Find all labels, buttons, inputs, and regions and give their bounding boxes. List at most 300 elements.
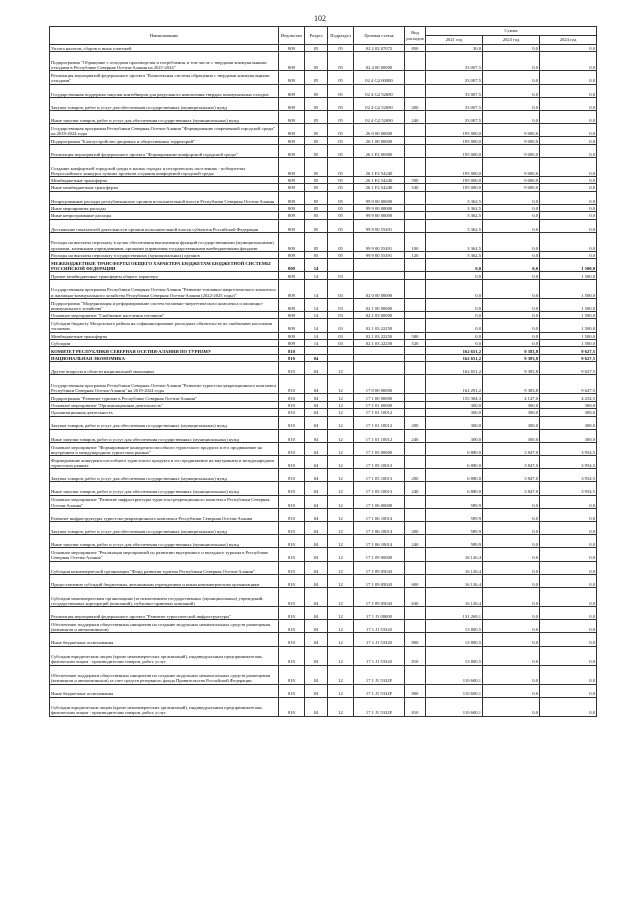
cell-ved: 810 xyxy=(279,401,305,408)
cell-razd: 05 xyxy=(305,232,328,251)
cell-sum-2023: 3 847,0 xyxy=(483,469,540,482)
cell-sum-2024: 3 954,5 xyxy=(540,442,597,455)
cell-ved: 810 xyxy=(279,620,305,633)
cell-sum-2023: 0,0 xyxy=(483,251,540,258)
cell-sum-2023: 0,0 xyxy=(483,232,540,251)
cell-podr: 12 xyxy=(328,587,354,606)
page-number: 102 xyxy=(314,14,326,23)
cell-name: Межбюджетные трансферты xyxy=(50,332,279,339)
cell-name: Субсидия некоммерческой организации "Фонд развития туризма Республики Северная Осетия-Алания" xyxy=(50,561,279,574)
cell-podr: 12 xyxy=(328,469,354,482)
cell-expense-type: 200 xyxy=(405,522,426,535)
cell-expense-type: 100 xyxy=(405,232,426,251)
cell-sum-2021: 0,0 xyxy=(426,312,483,319)
cell-expense-type xyxy=(405,144,426,157)
cell-name: Субсидии некоммерческим организациям (за исключением государственных (муниципальных) учреждений, государственных корпораций (компаний), публично-правовых компаний) xyxy=(50,587,279,606)
cell-razd: 05 xyxy=(305,137,328,144)
cell-expense-type xyxy=(405,561,426,574)
cell-target-article: 17 1 J1 00000 xyxy=(354,606,405,619)
cell-sum-2021: 3 362,5 xyxy=(426,232,483,251)
cell-expense-type xyxy=(405,354,426,361)
cell-ved: 810 xyxy=(279,574,305,587)
cell-sum-2023: 0,0 xyxy=(483,71,540,84)
table-row xyxy=(50,144,597,157)
cell-podr: 12 xyxy=(328,375,354,394)
cell-podr: 05 xyxy=(328,124,354,137)
cell-sum-2023: 0,0 xyxy=(483,52,540,71)
cell-sum-2023: 0,0 xyxy=(483,697,540,716)
cell-podr: 12 xyxy=(328,535,354,548)
cell-name: Формирование конкурентоспособного туристского продукта и его продвижение на внутреннем и международном туристских рынках xyxy=(50,456,279,469)
table-row xyxy=(50,298,597,311)
cell-razd: 05 xyxy=(305,157,328,176)
cell-sum-2021: 300,0 xyxy=(426,416,483,429)
cell-sum-2024: 0,0 xyxy=(540,508,597,521)
cell-sum-2021: 300,0 xyxy=(426,409,483,416)
cell-podr: 05 xyxy=(328,71,354,84)
cell-sum-2024: 1 500,0 xyxy=(540,312,597,319)
cell-razd: 05 xyxy=(305,176,328,183)
cell-razd: 04 xyxy=(305,394,328,401)
cell-target-article: 17 1 01 00000 xyxy=(354,401,405,408)
cell-sum-2024: 300,0 xyxy=(540,401,597,408)
cell-razd: 04 xyxy=(305,665,328,684)
cell-sum-2023: 300,0 xyxy=(483,416,540,429)
cell-sum-2021: 13 800,5 xyxy=(426,620,483,633)
cell-name: Основное мероприятие "Формирование конкурентоспособного туристского продукта и его продвижение на внутреннем и международном туристских рынках" xyxy=(50,442,279,455)
cell-razd: 04 xyxy=(305,375,328,394)
cell-name: Иные межбюджетные трансферты xyxy=(50,184,279,191)
cell-podr: 12 xyxy=(328,401,354,408)
table-row xyxy=(50,339,597,346)
cell-sum-2023: 0,0 xyxy=(483,204,540,211)
cell-expense-type xyxy=(405,456,426,469)
cell-sum-2021: 30,0 xyxy=(426,45,483,52)
cell-expense-type xyxy=(405,362,426,375)
cell-expense-type xyxy=(405,219,426,232)
cell-sum-2024: 0,0 xyxy=(540,157,597,176)
cell-podr: 12 xyxy=(328,646,354,665)
cell-razd: 04 xyxy=(305,495,328,508)
cell-target-article: 17 1 06 10014 xyxy=(354,522,405,535)
cell-target-article: 17 1 09 05043 xyxy=(354,561,405,574)
cell-name: Основное мероприятие "Развитие инфраструктуры туристско-рекреационного комплекса Республики Северная Осетия-Алания" xyxy=(50,495,279,508)
cell-podr: 05 xyxy=(328,212,354,219)
cell-razd: 05 xyxy=(305,191,328,204)
cell-sum-2023: 0,0 xyxy=(483,191,540,204)
cell-sum-2021: 195 000,0 xyxy=(426,124,483,137)
cell-expense-type xyxy=(405,347,426,354)
table-row xyxy=(50,272,597,279)
cell-name: Иные закупки товаров, работ и услуг для обеспечения государственных (муниципальных) нужд xyxy=(50,110,279,123)
cell-ved: 810 xyxy=(279,548,305,561)
cell-name: Реализация мероприятий федерального проекта "Развитие туристической инфраструктуры" xyxy=(50,606,279,619)
cell-sum-2024: 0,0 xyxy=(540,84,597,97)
cell-name: Закупка товаров, работ и услуг для обеспечения государственных (муниципальных) нужд xyxy=(50,469,279,482)
cell-target-article: 02 2 02 07072 xyxy=(354,45,405,52)
cell-ved: 810 xyxy=(279,362,305,375)
cell-podr: 12 xyxy=(328,697,354,716)
cell-razd: 05 xyxy=(305,45,328,52)
cell-sum-2023: 0,0 xyxy=(483,219,540,232)
table-row xyxy=(50,508,597,521)
cell-expense-type xyxy=(405,137,426,144)
cell-sum-2024: 0,0 xyxy=(540,251,597,258)
cell-razd: 04 xyxy=(305,697,328,716)
cell-expense-type xyxy=(405,409,426,416)
cell-sum-2021: 6 880,0 xyxy=(426,469,483,482)
cell-razd: 14 xyxy=(305,298,328,311)
cell-expense-type: 200 xyxy=(405,416,426,429)
cell-podr: 03 xyxy=(328,319,354,332)
header-name: Наименование xyxy=(50,27,279,45)
cell-target-article: 17 1 J1 5332F xyxy=(354,697,405,716)
cell-ved: 809 xyxy=(279,298,305,311)
cell-sum-2024: 300,0 xyxy=(540,429,597,442)
cell-target-article: 26 1 F2 54240 xyxy=(354,157,405,176)
cell-target-article xyxy=(354,272,405,279)
cell-sum-2021: 33 007,5 xyxy=(426,84,483,97)
cell-ved: 809 xyxy=(279,176,305,183)
cell-podr: 03 xyxy=(328,272,354,279)
cell-sum-2021: 3 362,5 xyxy=(426,219,483,232)
cell-target-article: 17 1 01 10012 xyxy=(354,409,405,416)
cell-target-article: 02 1 03 00000 xyxy=(354,312,405,319)
cell-expense-type xyxy=(405,124,426,137)
cell-sum-2024: 0,0 xyxy=(540,665,597,684)
cell-podr: 05 xyxy=(328,84,354,97)
cell-sum-2021: 589,9 xyxy=(426,535,483,548)
table-row xyxy=(50,401,597,408)
cell-name: Закупка товаров, работ и услуг для обеспечения государственных (муниципальных) нужд xyxy=(50,522,279,535)
cell-ved: 810 xyxy=(279,561,305,574)
cell-podr: 12 xyxy=(328,620,354,633)
cell-sum-2021: 16 126,4 xyxy=(426,587,483,606)
cell-sum-2023: 0,0 xyxy=(483,665,540,684)
cell-target-article: 99 9 00 00000 xyxy=(354,212,405,219)
cell-ved: 809 xyxy=(279,84,305,97)
cell-target-article: 17 1 J1 5332F xyxy=(354,665,405,684)
cell-sum-2023: 3 847,0 xyxy=(483,442,540,455)
cell-ved: 810 xyxy=(279,665,305,684)
cell-sum-2023: 0,0 xyxy=(483,574,540,587)
cell-target-article: 26 1 F2 54240 xyxy=(354,184,405,191)
cell-name: Основное мероприятие "Снабжение населения топливом" xyxy=(50,312,279,319)
cell-podr: 05 xyxy=(328,110,354,123)
cell-sum-2021: 33 007,5 xyxy=(426,110,483,123)
cell-sum-2021: 33 007,5 xyxy=(426,52,483,71)
cell-podr: 12 xyxy=(328,522,354,535)
cell-expense-type: 240 xyxy=(405,110,426,123)
cell-sum-2024: 0,0 xyxy=(540,144,597,157)
cell-razd: 04 xyxy=(305,442,328,455)
cell-target-article: 17 1 J1 53320 xyxy=(354,620,405,633)
cell-name: Субсидии xyxy=(50,339,279,346)
cell-sum-2021: 0,0 xyxy=(426,259,483,272)
header-sum: Сумма xyxy=(426,27,597,36)
cell-sum-2024: 0,0 xyxy=(540,633,597,646)
header-year-2023: 2023 год xyxy=(483,36,540,45)
cell-expense-type xyxy=(405,157,426,176)
cell-podr: 12 xyxy=(328,409,354,416)
cell-name: Иные закупки товаров, работ и услуг для обеспечения государственных (муниципальных) нужд xyxy=(50,429,279,442)
table-row xyxy=(50,279,597,298)
table-row xyxy=(50,535,597,548)
cell-target-article: 17 1 01 10012 xyxy=(354,429,405,442)
cell-expense-type xyxy=(405,495,426,508)
cell-podr: 05 xyxy=(328,137,354,144)
cell-sum-2023: 0,0 xyxy=(483,522,540,535)
cell-podr: 05 xyxy=(328,45,354,52)
cell-razd: 04 xyxy=(305,401,328,408)
cell-podr: 12 xyxy=(328,606,354,619)
cell-sum-2024: 0,0 xyxy=(540,697,597,716)
cell-razd: 04 xyxy=(305,416,328,429)
cell-sum-2024: 4 254,5 xyxy=(540,394,597,401)
cell-ved: 810 xyxy=(279,429,305,442)
cell-podr: 05 xyxy=(328,191,354,204)
cell-expense-type xyxy=(405,442,426,455)
cell-target-article: 17 1 06 10014 xyxy=(354,508,405,521)
cell-ved: 809 xyxy=(279,339,305,346)
cell-expense-type xyxy=(405,71,426,84)
cell-razd: 04 xyxy=(305,620,328,633)
cell-expense-type: 810 xyxy=(405,646,426,665)
cell-ved: 810 xyxy=(279,394,305,401)
table-row xyxy=(50,319,597,332)
table-row xyxy=(50,52,597,71)
cell-target-article: 17 1 01 10012 xyxy=(354,416,405,429)
cell-target-article: 17 1 09 05043 xyxy=(354,574,405,587)
cell-target-article: 02 1 03 22250 xyxy=(354,339,405,346)
cell-sum-2023: 9 000,0 xyxy=(483,184,540,191)
cell-expense-type: 800 xyxy=(405,633,426,646)
cell-sum-2021: 6 880,0 xyxy=(426,482,483,495)
cell-expense-type xyxy=(405,84,426,97)
cell-sum-2021: 6 880,0 xyxy=(426,442,483,455)
cell-ved: 809 xyxy=(279,157,305,176)
cell-podr: 12 xyxy=(328,665,354,684)
cell-expense-type xyxy=(405,52,426,71)
cell-ved: 809 xyxy=(279,259,305,272)
table-row xyxy=(50,375,597,394)
cell-sum-2023: 0,0 xyxy=(483,97,540,110)
cell-expense-type xyxy=(405,394,426,401)
table-row xyxy=(50,84,597,97)
cell-podr: 05 xyxy=(328,144,354,157)
cell-sum-2021: 3 362,5 xyxy=(426,251,483,258)
cell-sum-2023: 0,0 xyxy=(483,332,540,339)
cell-expense-type xyxy=(405,620,426,633)
cell-sum-2021: 110 600,1 xyxy=(426,697,483,716)
cell-podr: 12 xyxy=(328,495,354,508)
cell-sum-2024: 1 500,0 xyxy=(540,298,597,311)
cell-sum-2021: 16 126,4 xyxy=(426,574,483,587)
cell-razd: 05 xyxy=(305,52,328,71)
cell-podr: 05 xyxy=(328,176,354,183)
cell-target-article: 02 4 G2 52690 xyxy=(354,84,405,97)
cell-name: Закупка товаров, работ и услуг для обеспечения государственных (муниципальных) нужд xyxy=(50,97,279,110)
cell-sum-2021: 3 362,5 xyxy=(426,191,483,204)
cell-target-article xyxy=(354,259,405,272)
cell-razd: 05 xyxy=(305,71,328,84)
cell-ved: 809 xyxy=(279,319,305,332)
cell-target-article: 99 9 00 55491 xyxy=(354,219,405,232)
cell-ved: 809 xyxy=(279,124,305,137)
cell-razd: 04 xyxy=(305,354,328,361)
cell-sum-2024: 0,0 xyxy=(540,191,597,204)
cell-sum-2023: 300,0 xyxy=(483,401,540,408)
cell-podr: 05 xyxy=(328,232,354,251)
table-row xyxy=(50,347,597,354)
table-row xyxy=(50,429,597,442)
cell-name: Расходы на выплаты персоналу в целях обеспечения выполнения функций государственными (муниципальными) органами, казенными учреждениями, органами управления государственными внебюджетными фондами xyxy=(50,232,279,251)
table-row xyxy=(50,332,597,339)
cell-sum-2024: 0,0 xyxy=(540,204,597,211)
cell-sum-2024: 0,0 xyxy=(540,684,597,697)
cell-razd: 04 xyxy=(305,482,328,495)
cell-razd: 04 xyxy=(305,646,328,665)
cell-ved: 810 xyxy=(279,456,305,469)
cell-expense-type xyxy=(405,548,426,561)
cell-ved: 809 xyxy=(279,184,305,191)
cell-target-article: 99 9 00 55491 xyxy=(354,251,405,258)
cell-razd: 05 xyxy=(305,251,328,258)
cell-sum-2024: 1 500,0 xyxy=(540,279,597,298)
cell-name: НАЦИОНАЛЬНАЯ ЭКОНОМИКА xyxy=(50,354,279,361)
cell-sum-2023: 3 847,0 xyxy=(483,482,540,495)
cell-podr: 12 xyxy=(328,561,354,574)
table-row xyxy=(50,110,597,123)
cell-razd: 05 xyxy=(305,124,328,137)
cell-podr xyxy=(328,347,354,354)
cell-podr: 12 xyxy=(328,429,354,442)
cell-target-article xyxy=(354,354,405,361)
cell-podr: 03 xyxy=(328,332,354,339)
table-row xyxy=(50,587,597,606)
cell-expense-type: 630 xyxy=(405,587,426,606)
table-row xyxy=(50,191,597,204)
cell-sum-2024: 9 627,5 xyxy=(540,375,597,394)
cell-target-article: 17 1 05 10013 xyxy=(354,456,405,469)
cell-target-article: 99 9 00 55491 xyxy=(354,232,405,251)
cell-sum-2023: 0,0 xyxy=(483,587,540,606)
cell-razd: 14 xyxy=(305,319,328,332)
cell-expense-type: 520 xyxy=(405,339,426,346)
cell-razd: 04 xyxy=(305,508,328,521)
cell-expense-type xyxy=(405,508,426,521)
cell-podr: 12 xyxy=(328,394,354,401)
cell-podr: 12 xyxy=(328,456,354,469)
cell-expense-type xyxy=(405,191,426,204)
cell-target-article: 02 1 03 22250 xyxy=(354,319,405,332)
cell-podr: 03 xyxy=(328,298,354,311)
cell-expense-type xyxy=(405,272,426,279)
cell-name: Основное мероприятие "Реализация мероприятий по развитию внутреннего и въездного туризма в Республике Северная Осетия-Алания" xyxy=(50,548,279,561)
cell-razd xyxy=(305,347,328,354)
cell-name: Иные мероприятия расходы xyxy=(50,204,279,211)
cell-podr: 12 xyxy=(328,482,354,495)
cell-sum-2024: 0,0 xyxy=(540,620,597,633)
cell-sum-2024: 0,0 xyxy=(540,219,597,232)
cell-target-article: 17 1 05 10013 xyxy=(354,482,405,495)
cell-expense-type: 810 xyxy=(405,697,426,716)
cell-name: Подпрограмма "Развитие туризма в Республике Северная Осетия-Алания" xyxy=(50,394,279,401)
cell-target-article: 02 4 G2 00000 xyxy=(354,71,405,84)
cell-sum-2021: 300,0 xyxy=(426,429,483,442)
cell-podr: 12 xyxy=(328,508,354,521)
cell-name: Государственная программа Республики Северная Осетия-Алания "Развитие туристско-рекреационного комплекса Республики Северная Осетия-Алания" на 2019-2024 годы xyxy=(50,375,279,394)
cell-sum-2024: 0,0 xyxy=(540,495,597,508)
table-row xyxy=(50,456,597,469)
cell-name: Иные бюджетные ассигнования xyxy=(50,633,279,646)
cell-sum-2023: 0,0 xyxy=(483,633,540,646)
cell-razd: 04 xyxy=(305,587,328,606)
table-row xyxy=(50,204,597,211)
cell-razd: 05 xyxy=(305,204,328,211)
cell-sum-2023: 0,0 xyxy=(483,84,540,97)
cell-podr: 03 xyxy=(328,279,354,298)
cell-sum-2023: 3 847,0 xyxy=(483,456,540,469)
cell-sum-2023: 0,0 xyxy=(483,561,540,574)
cell-expense-type: 120 xyxy=(405,251,426,258)
table-row xyxy=(50,482,597,495)
cell-sum-2024: 0,0 xyxy=(540,232,597,251)
cell-name: Государственная поддержка закупки контейнеров для раздельного накопления твердых коммунальных отходов xyxy=(50,84,279,97)
cell-ved: 810 xyxy=(279,633,305,646)
cell-razd: 05 xyxy=(305,84,328,97)
cell-sum-2024: 3 954,5 xyxy=(540,482,597,495)
cell-sum-2024: 0,0 xyxy=(540,110,597,123)
cell-target-article: 17 1 06 00000 xyxy=(354,495,405,508)
cell-ved: 809 xyxy=(279,332,305,339)
cell-razd: 14 xyxy=(305,279,328,298)
cell-sum-2023: 0,0 xyxy=(483,620,540,633)
table-row xyxy=(50,219,597,232)
cell-podr xyxy=(328,354,354,361)
cell-sum-2023: 9 000,0 xyxy=(483,124,540,137)
cell-ved: 810 xyxy=(279,469,305,482)
cell-expense-type xyxy=(405,298,426,311)
cell-ved: 809 xyxy=(279,110,305,123)
cell-expense-type xyxy=(405,606,426,619)
cell-podr: 12 xyxy=(328,442,354,455)
cell-sum-2023: 0,0 xyxy=(483,606,540,619)
cell-razd: 04 xyxy=(305,469,328,482)
cell-ved: 809 xyxy=(279,272,305,279)
header-year-2024: 2024 год xyxy=(540,36,597,45)
cell-sum-2024: 0,0 xyxy=(540,124,597,137)
cell-name: Организационная деятельность xyxy=(50,409,279,416)
cell-sum-2024: 1 500,0 xyxy=(540,319,597,332)
cell-sum-2021: 589,9 xyxy=(426,522,483,535)
cell-sum-2021: 162 651,2 xyxy=(426,362,483,375)
cell-sum-2021: 33 007,5 xyxy=(426,97,483,110)
cell-razd: 04 xyxy=(305,522,328,535)
cell-sum-2023: 9 383,8 xyxy=(483,347,540,354)
cell-sum-2024: 1 500,0 xyxy=(540,259,597,272)
cell-target-article: 02 1 03 22250 xyxy=(354,332,405,339)
cell-target-article: 02 4 G2 52690 xyxy=(354,110,405,123)
cell-ved: 810 xyxy=(279,409,305,416)
cell-razd: 04 xyxy=(305,429,328,442)
cell-ved: 809 xyxy=(279,71,305,84)
cell-ved: 810 xyxy=(279,606,305,619)
cell-sum-2024: 0,0 xyxy=(540,548,597,561)
cell-sum-2021: 13 800,5 xyxy=(426,646,483,665)
cell-name: Иные бюджетные ассигнования xyxy=(50,684,279,697)
cell-sum-2021: 162 291,2 xyxy=(426,375,483,394)
